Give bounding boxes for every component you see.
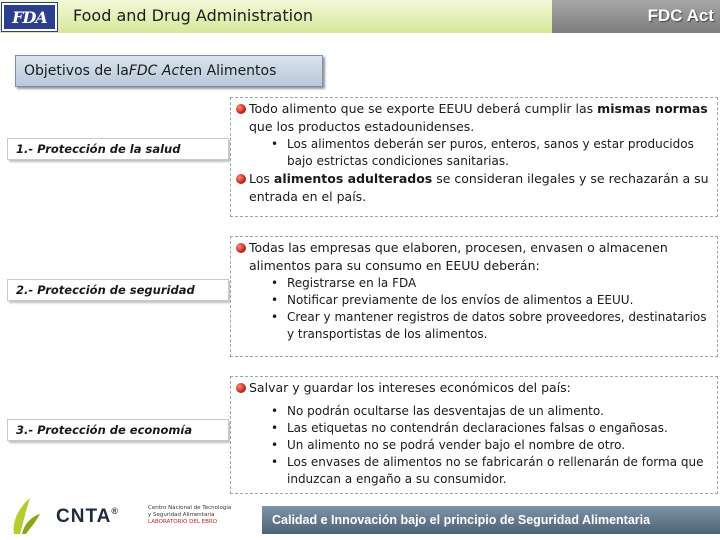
sub-list (235, 136, 711, 170)
sub-item-text: Los envases de alimentos no se fabricarán o rellenarán de forma que induzcan a engaño a su consumidor. (287, 455, 704, 486)
sub-item (271, 309, 711, 343)
footer-slogan: Calidad e Innovación bajo el principio de Seguridad Alimentaria (272, 513, 651, 527)
section-title-prefix: Objetivos de la (24, 63, 129, 79)
bullet-dot-icon: • (271, 310, 279, 324)
bullet-text-bold: mismas normas (597, 101, 708, 116)
bullet-text: Los (249, 171, 274, 186)
section-box-economia (230, 376, 718, 494)
sub-item (271, 420, 711, 437)
bullet-text: Salvar y guardar los intereses económicos del país: (249, 380, 571, 395)
red-bullet-icon (236, 383, 246, 393)
main-bullet (235, 239, 711, 275)
bullet-text: Todo alimento que se exporte EEUU deberá cumplir las (249, 101, 598, 116)
cnta-leaf-icon (8, 494, 42, 538)
sub-item-text: No podrán ocultarse las desventajas de un alimento. (287, 404, 604, 418)
section-title (15, 55, 323, 87)
header (0, 0, 720, 33)
red-bullet-icon (236, 174, 246, 184)
cnta-logo (0, 490, 258, 540)
sub-item-text: Crear y mantener registros de datos sobre proveedores, destinatarios y transportistas de los alimentos. (287, 310, 707, 341)
header-title-area (0, 0, 552, 33)
sub-list (235, 275, 711, 343)
red-bullet-icon (236, 104, 246, 114)
sub-item (271, 275, 711, 292)
act-label: FDC Act (647, 6, 714, 25)
sub-item-text: Los alimentos deberán ser puros, enteros, sanos y estar producidos bajo estrictas condiciones sanitarias. (287, 137, 694, 168)
cnta-registered-mark: ® (111, 506, 119, 516)
cnta-name (56, 506, 119, 528)
sub-item-text: Notificar previamente de los envíos de alimentos a EEUU. (287, 293, 634, 307)
cnta-line: Centro Nacional de Tecnología (148, 505, 232, 511)
cnta-description (148, 505, 258, 526)
bullet-dot-icon: • (271, 421, 279, 435)
bullet-dot-icon: • (271, 404, 279, 418)
sub-item-text: Las etiquetas no contendrán declaraciones falsas o engañosas. (287, 421, 668, 435)
sub-item-text: Registrarse en la FDA (287, 276, 417, 290)
sub-item (271, 437, 711, 454)
section-label-economia: 3.- Protección de economía (7, 419, 229, 441)
sub-item (271, 403, 711, 420)
main-bullet (235, 170, 711, 206)
sub-item (271, 136, 711, 170)
red-bullet-icon (236, 243, 246, 253)
bullet-dot-icon: • (271, 137, 279, 151)
cnta-line: y Seguridad Alimentaria (148, 512, 215, 518)
section-title-emph: FDC Act (128, 63, 185, 79)
header-act-area (552, 0, 720, 33)
footer-slogan-bar (262, 506, 720, 534)
section-title-suffix: en Alimentos (184, 63, 277, 79)
cnta-name-text: CNTA (56, 506, 112, 527)
sub-item (271, 454, 711, 488)
section-box-seguridad (230, 236, 718, 357)
fda-logo: FDA (2, 3, 57, 31)
bullet-text: que los productos estadounidenses. (249, 119, 475, 134)
sub-item (271, 292, 711, 309)
bullet-dot-icon: • (271, 276, 279, 290)
main-bullet (235, 379, 711, 397)
bullet-text: Todas las empresas que elaboren, procesen, envasen o almacenen alimentos para su consumo en EEUU deberán: (249, 240, 668, 273)
cnta-line: LABORATORIO DEL EBRO (148, 519, 218, 525)
section-label-salud: 1.- Protección de la salud (7, 138, 229, 160)
section-box-salud (230, 97, 718, 217)
header-title: Food and Drug Administration (73, 6, 313, 25)
bullet-dot-icon: • (271, 455, 279, 469)
bullet-text: se consideran ilegales y se rechazarán a su entrada en el país. (249, 171, 709, 204)
bullet-dot-icon: • (271, 438, 279, 452)
bullet-text-bold: alimentos adulterados (273, 171, 433, 186)
sub-list (235, 403, 711, 488)
sub-item-text: Un alimento no se podrá vender bajo el nombre de otro. (287, 438, 626, 452)
section-label-seguridad: 2.- Protección de seguridad (7, 279, 229, 301)
bullet-dot-icon: • (271, 293, 279, 307)
main-bullet (235, 100, 711, 136)
